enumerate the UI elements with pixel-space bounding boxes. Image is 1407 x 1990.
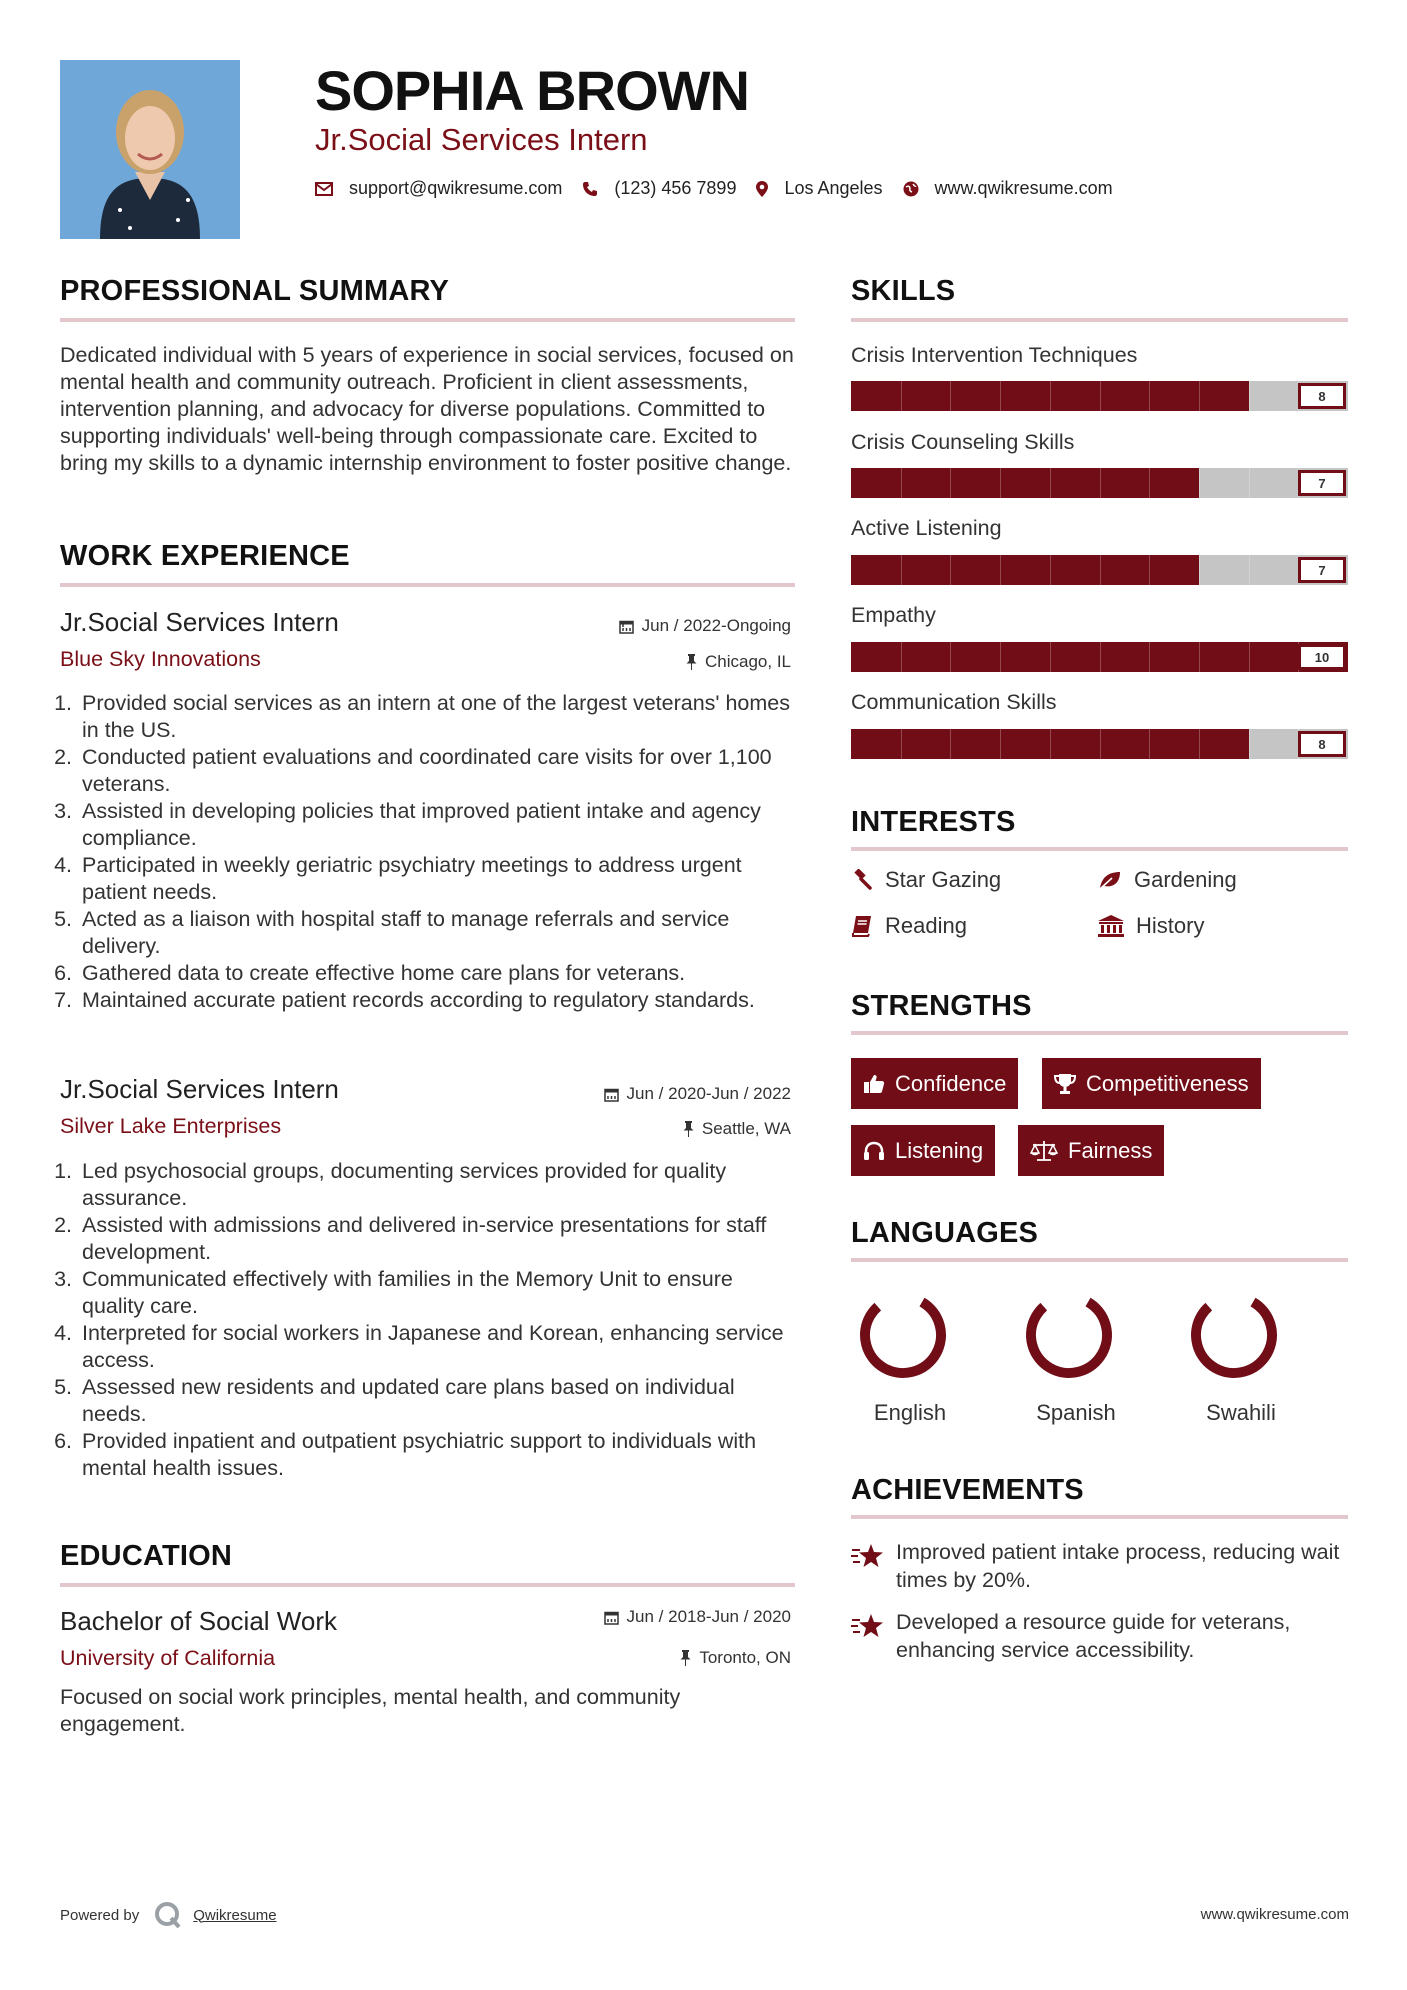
- strength-label: Competitiveness: [1086, 1070, 1249, 1096]
- skill-bar-segment: [1000, 642, 1001, 672]
- skill-bar-segment: [1149, 468, 1150, 498]
- job-2-bullets: [60, 1158, 800, 1482]
- skill-bar: [851, 381, 1348, 411]
- trophy-icon: [1054, 1073, 1076, 1095]
- strength-label: Confidence: [895, 1070, 1007, 1096]
- language-label: English: [873, 1400, 947, 1425]
- skill-bar-segment: [1050, 555, 1051, 585]
- map-marker-icon: [756, 181, 768, 197]
- skill-label: Crisis Counseling Skills: [851, 430, 1075, 454]
- interest-item: [1098, 913, 1204, 939]
- achievements-heading: ACHIEVEMENTS: [851, 1474, 1084, 1506]
- skill-bar-segment: [1249, 729, 1250, 759]
- skills-divider: [851, 318, 1348, 322]
- language-ring: [1189, 1290, 1279, 1380]
- job-2-company: Silver Lake Enterprises: [60, 1114, 282, 1138]
- thumbs-up-icon: [863, 1074, 885, 1094]
- skill-bar-segment: [950, 555, 951, 585]
- skill-bar-segment: [1100, 468, 1101, 498]
- skill-score: 8: [1298, 383, 1346, 409]
- list-item: 5. Assessed new residents and updated care plans based on individual needs.: [78, 1374, 800, 1428]
- job-1-location-text: Chicago, IL: [705, 652, 791, 671]
- skill-bar-segment: [950, 381, 951, 411]
- summary-heading: PROFESSIONAL SUMMARY: [60, 275, 450, 307]
- skill-bar: [851, 642, 1348, 672]
- interest-label: History: [1136, 913, 1205, 938]
- contact-website[interactable]: [903, 178, 1113, 199]
- education-heading: EDUCATION: [60, 1540, 233, 1572]
- education-location: [680, 1648, 791, 1668]
- interest-item: [1098, 867, 1237, 893]
- skill-bar-segment: [950, 468, 951, 498]
- footer-powered-by: [60, 1900, 277, 1930]
- location-text: Los Angeles: [784, 178, 883, 198]
- list-item: 6. Gathered data to create effective home care plans for veterans.: [78, 960, 800, 987]
- contact-bar: [315, 178, 1133, 199]
- skill-score: 10: [1298, 644, 1346, 670]
- job-1-location: [686, 652, 791, 672]
- degree-title: Bachelor of Social Work: [60, 1606, 337, 1636]
- strength-badge: [1018, 1125, 1164, 1176]
- qwikresume-link[interactable]: Qwikresume: [193, 1906, 277, 1924]
- list-item: 6. Provided inpatient and outpatient psychiatric support to individuals with mental health issues.: [78, 1428, 800, 1482]
- globe-icon: [903, 181, 919, 197]
- job-2-dates: [604, 1084, 791, 1104]
- calendar-icon: [619, 619, 634, 634]
- languages-heading: LANGUAGES: [851, 1217, 1039, 1249]
- list-item: 4. Interpreted for social workers in Japanese and Korean, enhancing service access.: [78, 1320, 800, 1374]
- interest-label: Gardening: [1134, 867, 1237, 892]
- summary-divider: [60, 318, 795, 322]
- interest-label: Reading: [885, 913, 967, 938]
- language-label: Swahili: [1206, 1400, 1276, 1425]
- skill-bar-segment: [1050, 729, 1051, 759]
- skill-bar: [851, 555, 1348, 585]
- achievements-divider: [851, 1515, 1348, 1519]
- phone-icon: [582, 181, 598, 197]
- list-item: 2. Conducted patient evaluations and coordinated care visits for over 1,100 veterans.: [78, 744, 800, 798]
- skill-bar-segment: [1149, 381, 1150, 411]
- strengths-divider: [851, 1031, 1348, 1035]
- job-1-bullets: [60, 690, 800, 1014]
- skill-bar: [851, 468, 1348, 498]
- skill-label: Empathy: [851, 603, 936, 627]
- list-item: 2. Assisted with admissions and delivered in-service presentations for staff development.: [78, 1212, 800, 1266]
- calendar-icon: [604, 1610, 619, 1625]
- list-item: 5. Acted as a liaison with hospital staff to manage referrals and service delivery.: [78, 906, 800, 960]
- skill-score: 8: [1298, 731, 1346, 757]
- book-icon: [851, 915, 873, 937]
- interest-item: [851, 913, 967, 939]
- interests-divider: [851, 847, 1348, 851]
- skills-heading: SKILLS: [851, 275, 956, 307]
- headphones-icon: [863, 1141, 885, 1161]
- skill-bar-segment: [1249, 468, 1250, 498]
- list-item: 3. Assisted in developing policies that improved patient intake and agency compliance.: [78, 798, 800, 852]
- skill-bar-segment: [1100, 381, 1101, 411]
- skill-bar-fill: [851, 555, 1199, 585]
- skill-bar-segment: [1000, 729, 1001, 759]
- skill-label: Active Listening: [851, 516, 1002, 540]
- job-1-dates-text: Jun / 2022-Ongoing: [641, 616, 791, 635]
- pushpin-icon: [680, 1650, 691, 1666]
- skill-bar: [851, 729, 1348, 759]
- pushpin-icon: [686, 654, 697, 670]
- interests-heading: INTERESTS: [851, 806, 1016, 838]
- powered-by-text: Powered by: [60, 1906, 140, 1924]
- skill-bar-segment: [1199, 555, 1200, 585]
- contact-location: [756, 178, 882, 199]
- skill-bar-fill: [851, 468, 1199, 498]
- balance-scale-icon: [1030, 1140, 1058, 1162]
- achievement-text: Improved patient intake process, reducing wait times by 20%.: [896, 1540, 1340, 1592]
- summary-text: Dedicated individual with 5 years of experience in social services, focused on mental health and community outreach. Proficient in client assessments, intervention planning, and advocacy for diverse populations. Committed to supporting individuals' well-being through compassionate care. Excited to bring my skills to a dynamic internship environment to foster positive change.: [60, 343, 794, 475]
- education-dates: [604, 1607, 791, 1627]
- school-name: University of California: [60, 1646, 276, 1670]
- skill-bar-segment: [1050, 381, 1051, 411]
- candidate-title: Jr.Social Services Intern: [315, 122, 648, 157]
- skill-bar-segment: [1050, 642, 1051, 672]
- education-description: Focused on social work principles, mental health, and community engagement.: [60, 1685, 681, 1736]
- profile-photo: [60, 60, 240, 239]
- strengths-heading: STRENGTHS: [851, 990, 1032, 1022]
- skill-bar-segment: [901, 381, 902, 411]
- skill-bar-segment: [1100, 555, 1101, 585]
- skill-bar-segment: [1199, 642, 1200, 672]
- languages-divider: [851, 1258, 1348, 1262]
- skill-bar-segment: [1199, 729, 1200, 759]
- list-item: 7. Maintained accurate patient records according to regulatory standards.: [78, 987, 800, 1014]
- skill-bar-segment: [901, 729, 902, 759]
- skill-bar-segment: [1249, 555, 1250, 585]
- pushpin-icon: [683, 1121, 694, 1137]
- strength-badge: [851, 1125, 995, 1176]
- job-2-location-text: Seattle, WA: [701, 1119, 791, 1138]
- experience-divider: [60, 583, 795, 587]
- language-ring-arc: [1024, 1290, 1114, 1380]
- skill-bar-segment: [950, 729, 951, 759]
- skill-bar-segment: [1199, 468, 1200, 498]
- skill-bar-segment: [1249, 381, 1250, 411]
- skill-bar-segment: [901, 468, 902, 498]
- interest-item: [851, 867, 1001, 893]
- job-2-location: [683, 1119, 791, 1139]
- skill-bar-segment: [1100, 642, 1101, 672]
- language-ring: [1024, 1290, 1114, 1380]
- skill-bar-segment: [1249, 642, 1250, 672]
- skill-score: 7: [1298, 557, 1346, 583]
- skill-score: 7: [1298, 470, 1346, 496]
- skill-bar-segment: [901, 555, 902, 585]
- achievement-text: Developed a resource guide for veterans, enhancing service accessibility.: [896, 1610, 1291, 1662]
- skill-bar-segment: [1000, 381, 1001, 411]
- list-item: 4. Participated in weekly geriatric psychiatry meetings to address urgent patient needs.: [78, 852, 800, 906]
- language-label: Spanish: [1036, 1400, 1116, 1425]
- email-text: support@qwikresume.com: [349, 178, 563, 198]
- skill-bar-segment: [1149, 729, 1150, 759]
- list-item: 3. Communicated effectively with families in the Memory Unit to ensure quality care.: [78, 1266, 800, 1320]
- education-location-text: Toronto, ON: [699, 1648, 791, 1667]
- phone-text: (123) 456 7899: [614, 178, 737, 198]
- skill-label: Communication Skills: [851, 690, 1057, 714]
- strength-badge: [851, 1058, 1018, 1109]
- skill-bar-segment: [1100, 729, 1101, 759]
- website-text: www.qwikresume.com: [934, 178, 1113, 198]
- strength-label: Listening: [895, 1137, 984, 1163]
- skill-bar-segment: [1000, 468, 1001, 498]
- language-ring: [858, 1290, 948, 1380]
- job-1-title: Jr.Social Services Intern: [60, 607, 339, 637]
- skill-bar-segment: [950, 642, 951, 672]
- contact-email[interactable]: [315, 178, 562, 199]
- calendar-icon: [604, 1087, 619, 1102]
- skill-bar-segment: [901, 642, 902, 672]
- job-1-company: Blue Sky Innovations: [60, 647, 261, 671]
- strength-badge: [1042, 1058, 1261, 1109]
- achievement-star-icon: [851, 1612, 885, 1640]
- list-item: 1. Provided social services as an intern at one of the largest veterans' homes in the US.: [78, 690, 800, 744]
- language-ring-arc: [858, 1290, 948, 1380]
- experience-heading: WORK EXPERIENCE: [60, 540, 350, 572]
- interest-label: Star Gazing: [885, 867, 1002, 892]
- skill-bar-segment: [1199, 381, 1200, 411]
- job-1-dates: [619, 616, 791, 636]
- skill-bar-segment: [1050, 468, 1051, 498]
- job-2-title: Jr.Social Services Intern: [60, 1074, 339, 1104]
- skill-label: Crisis Intervention Techniques: [851, 343, 1138, 367]
- skill-bar-segment: [1149, 642, 1150, 672]
- education-dates-text: Jun / 2018-Jun / 2020: [626, 1607, 791, 1626]
- leaf-icon: [1098, 870, 1122, 890]
- institution-icon: [1098, 915, 1124, 937]
- language-ring-arc: [1189, 1290, 1279, 1380]
- gavel-icon: [851, 869, 873, 891]
- skill-bar-segment: [1000, 555, 1001, 585]
- envelope-icon: [315, 182, 333, 196]
- list-item: 1. Led psychosocial groups, documenting services provided for quality assurance.: [78, 1158, 800, 1212]
- education-divider: [60, 1583, 795, 1587]
- strength-label: Fairness: [1068, 1137, 1153, 1163]
- candidate-name: SOPHIA BROWN: [315, 59, 749, 122]
- footer-url[interactable]: www.qwikresume.com: [1200, 1906, 1349, 1923]
- job-2-dates-text: Jun / 2020-Jun / 2022: [626, 1084, 791, 1103]
- skill-bar-segment: [1149, 555, 1150, 585]
- contact-phone[interactable]: [582, 178, 736, 199]
- qwikresume-logo-icon: [153, 1900, 183, 1930]
- achievement-star-icon: [851, 1542, 885, 1570]
